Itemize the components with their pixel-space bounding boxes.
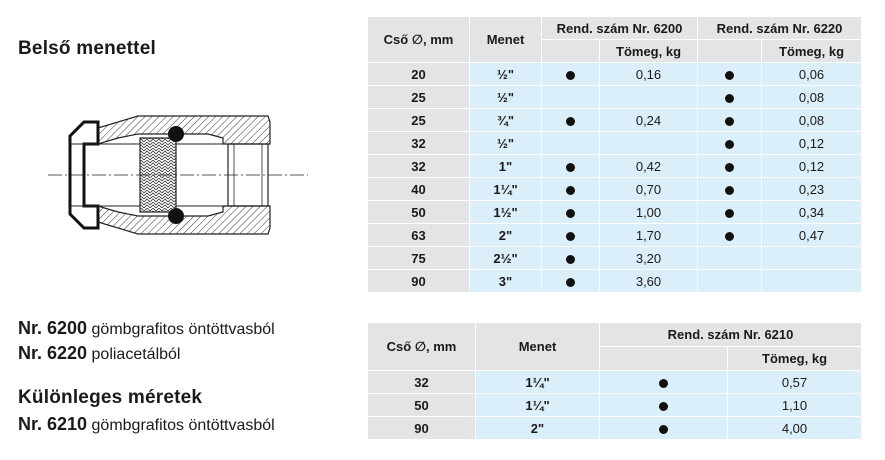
special-sizes-title: Különleges méretek <box>18 387 203 408</box>
availability-dot-icon <box>566 71 575 80</box>
weight-6220-cell: 0,47 <box>762 224 862 247</box>
weight-6200-cell: 0,24 <box>600 109 698 132</box>
order-number-6210: Nr. 6210 <box>18 414 88 434</box>
availability-6220-cell <box>698 86 762 109</box>
material-6210: gömbgrafitos öntöttvasból <box>91 417 275 434</box>
availability-6200-cell <box>542 109 600 132</box>
weight-6200-cell: 0,16 <box>600 63 698 86</box>
col-header-weight-6220: Tömeg, kg <box>762 40 862 63</box>
pipe-diameter-cell: 32 <box>368 132 470 155</box>
table-row <box>368 109 862 132</box>
availability-6220-cell <box>698 247 762 270</box>
thread-cell: 1½" <box>470 201 542 224</box>
thread-cell: 2" <box>476 417 600 440</box>
availability-dot-icon <box>566 163 575 172</box>
col-header-weight-6210: Tömeg, kg <box>728 347 862 371</box>
availability-dot-icon <box>725 94 734 103</box>
availability-dot-icon <box>566 209 575 218</box>
material-line-6200 <box>18 318 275 339</box>
weight-6210-cell: 1,10 <box>728 394 862 417</box>
availability-6200-cell <box>542 270 600 293</box>
thread-cell: 1¼" <box>470 178 542 201</box>
availability-dot-icon <box>725 140 734 149</box>
weight-6200-cell <box>600 132 698 155</box>
availability-6220-cell <box>698 155 762 178</box>
weight-6200-cell: 3,60 <box>600 270 698 293</box>
table-row <box>368 155 862 178</box>
table-row <box>368 178 862 201</box>
table-row <box>368 201 862 224</box>
weight-6200-cell: 1,00 <box>600 201 698 224</box>
availability-6200-cell <box>542 178 600 201</box>
pipe-diameter-cell: 90 <box>368 270 470 293</box>
table-row <box>368 132 862 155</box>
availability-6200-cell <box>542 63 600 86</box>
pipe-diameter-cell: 20 <box>368 63 470 86</box>
weight-6200-cell: 0,70 <box>600 178 698 201</box>
col-header-mark-6210 <box>600 347 728 371</box>
availability-6220-cell <box>698 201 762 224</box>
availability-6200-cell <box>542 86 600 109</box>
table-row <box>368 270 862 293</box>
col-header-mark-6220 <box>698 40 762 63</box>
o-ring-lower <box>168 208 184 224</box>
availability-dot-icon <box>566 255 575 264</box>
pipe-diameter-cell: 25 <box>368 86 470 109</box>
order-number-6200: Nr. 6200 <box>18 318 88 338</box>
table-row <box>368 63 862 86</box>
availability-dot-icon <box>566 278 575 287</box>
pipe-diameter-cell: 32 <box>368 371 476 394</box>
thread-cell: ½" <box>470 63 542 86</box>
col-header-pipe-6210: Cső ∅, mm <box>368 323 476 371</box>
availability-6200-cell <box>542 155 600 178</box>
pipe-diameter-cell: 32 <box>368 155 470 178</box>
availability-6200-cell <box>542 201 600 224</box>
availability-dot-icon <box>566 232 575 241</box>
group-header-6200: Rend. szám Nr. 6200 <box>542 17 698 40</box>
dimensions-table-6210 <box>367 322 862 440</box>
weight-6220-cell <box>762 247 862 270</box>
availability-6220-cell <box>698 109 762 132</box>
col-header-thread: Menet <box>470 17 542 63</box>
weight-6220-cell: 0,23 <box>762 178 862 201</box>
availability-6200-cell <box>542 132 600 155</box>
thread-cell: ½" <box>470 86 542 109</box>
availability-6220-cell <box>698 224 762 247</box>
weight-6200-cell: 0,42 <box>600 155 698 178</box>
availability-6200-cell <box>542 224 600 247</box>
availability-dot-icon <box>659 425 668 434</box>
col-header-pipe: Cső ∅, mm <box>368 17 470 63</box>
grip-ring <box>140 138 176 212</box>
weight-6200-cell <box>600 86 698 109</box>
table-row <box>368 394 862 417</box>
pipe-diameter-cell: 90 <box>368 417 476 440</box>
pipe-diameter-cell: 75 <box>368 247 470 270</box>
body-lower <box>98 206 270 234</box>
availability-dot-icon <box>725 163 734 172</box>
weight-6220-cell: 0,34 <box>762 201 862 224</box>
pipe-diameter-cell: 63 <box>368 224 470 247</box>
availability-6200-cell <box>542 247 600 270</box>
body-upper <box>98 116 270 144</box>
thread-cell: 3" <box>470 270 542 293</box>
material-6200: gömbgrafitos öntöttvasból <box>91 321 275 338</box>
section-title: Belső menettel <box>18 38 156 59</box>
col-header-weight-6200: Tömeg, kg <box>600 40 698 63</box>
availability-6210-cell <box>600 371 728 394</box>
weight-6220-cell: 0,12 <box>762 155 862 178</box>
thread-cell: 2½" <box>470 247 542 270</box>
weight-6220-cell: 0,06 <box>762 63 862 86</box>
table-row <box>368 417 862 440</box>
availability-dot-icon <box>725 209 734 218</box>
table-row <box>368 247 862 270</box>
dimensions-table-6200-6220 <box>367 16 862 293</box>
weight-6220-cell: 0,08 <box>762 86 862 109</box>
pipe-diameter-cell: 25 <box>368 109 470 132</box>
weight-6210-cell: 4,00 <box>728 417 862 440</box>
col-header-thread-6210: Menet <box>476 323 600 371</box>
availability-dot-icon <box>725 232 734 241</box>
availability-dot-icon <box>566 117 575 126</box>
availability-6210-cell <box>600 394 728 417</box>
material-6220: poliacetálból <box>91 346 181 363</box>
table-row <box>368 86 862 109</box>
thread-cell: 1¼" <box>476 371 600 394</box>
availability-dot-icon <box>725 71 734 80</box>
weight-6200-cell: 1,70 <box>600 224 698 247</box>
pipe-diameter-cell: 50 <box>368 394 476 417</box>
table-row <box>368 371 862 394</box>
material-line-6220 <box>18 343 180 364</box>
weight-6210-cell: 0,57 <box>728 371 862 394</box>
o-ring-upper <box>168 126 184 142</box>
material-line-6210 <box>18 414 275 435</box>
table-row <box>368 224 862 247</box>
thread-cell: ¾" <box>470 109 542 132</box>
weight-6220-cell <box>762 270 862 293</box>
order-number-6220: Nr. 6220 <box>18 343 88 363</box>
group-header-6210: Rend. szám Nr. 6210 <box>600 323 862 347</box>
availability-dot-icon <box>725 117 734 126</box>
availability-dot-icon <box>659 402 668 411</box>
pipe-diameter-cell: 50 <box>368 201 470 224</box>
availability-6220-cell <box>698 270 762 293</box>
availability-6210-cell <box>600 417 728 440</box>
availability-6220-cell <box>698 63 762 86</box>
weight-6220-cell: 0,08 <box>762 109 862 132</box>
availability-dot-icon <box>566 186 575 195</box>
fitting-cross-section-drawing <box>48 100 308 250</box>
weight-6200-cell: 3,20 <box>600 247 698 270</box>
thread-cell: 1¼" <box>476 394 600 417</box>
pipe-diameter-cell: 40 <box>368 178 470 201</box>
col-header-mark-6200 <box>542 40 600 63</box>
availability-dot-icon <box>659 379 668 388</box>
thread-cell: 1" <box>470 155 542 178</box>
weight-6220-cell: 0,12 <box>762 132 862 155</box>
availability-6220-cell <box>698 132 762 155</box>
availability-dot-icon <box>725 186 734 195</box>
availability-6220-cell <box>698 178 762 201</box>
thread-cell: ½" <box>470 132 542 155</box>
group-header-6220: Rend. szám Nr. 6220 <box>698 17 862 40</box>
thread-cell: 2" <box>470 224 542 247</box>
